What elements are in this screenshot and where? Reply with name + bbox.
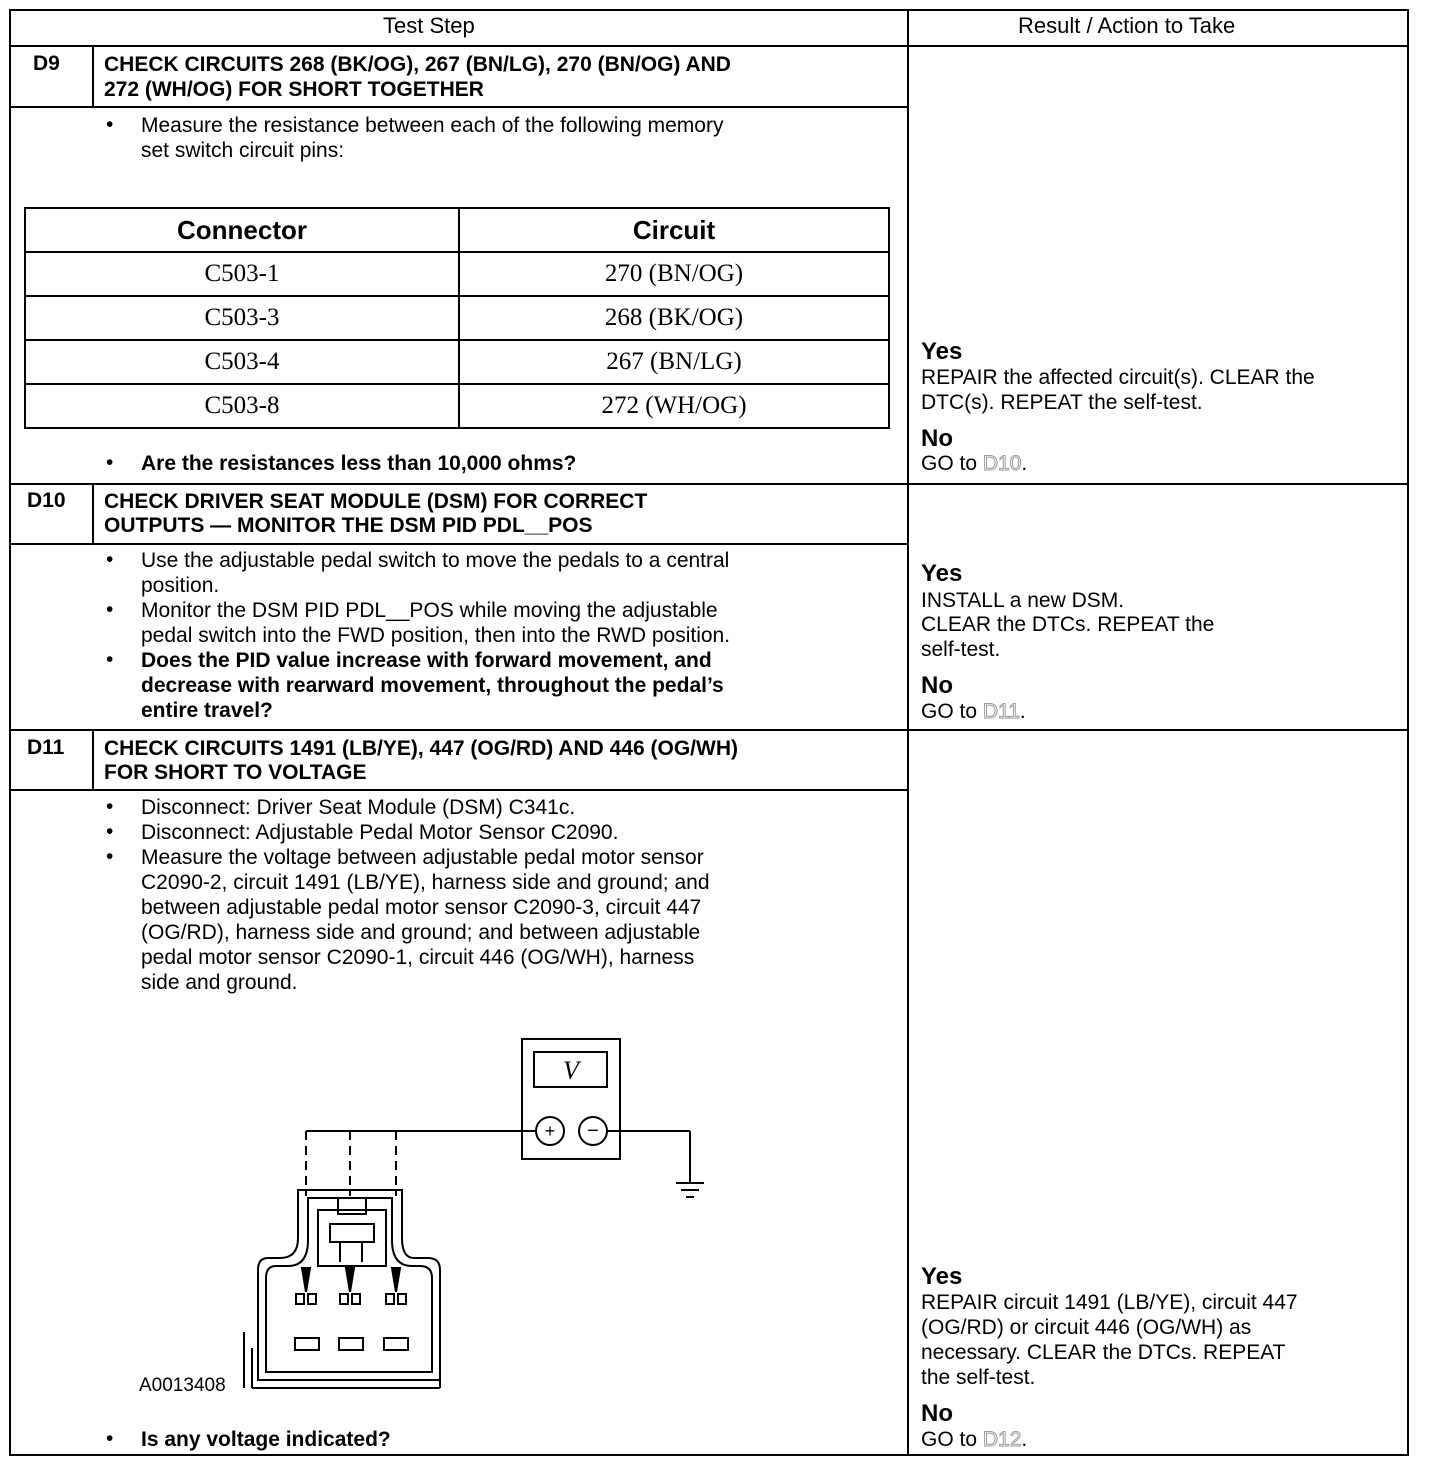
- period: .: [1019, 700, 1026, 723]
- plus-sign: +: [544, 1121, 556, 1141]
- circuit-cell: 267 (BN/LG): [459, 340, 889, 384]
- column-header-circuit: Circuit: [459, 208, 889, 252]
- table-row: [25, 252, 889, 296]
- connector-cell: C503-1: [25, 252, 459, 296]
- bullet-dot: •: [106, 1427, 114, 1450]
- d9-instruction-line2: set switch circuit pins:: [141, 139, 345, 162]
- row-divider-d10: [9, 483, 1409, 485]
- header-test-step: Test Step: [383, 13, 475, 38]
- column-header-connector: Connector: [25, 208, 459, 252]
- d10-instruction2-line1: Monitor the DSM PID PDL__POS while moving the adjustable: [141, 599, 718, 622]
- step-title-d9-line1: CHECK CIRCUITS 268 (BK/OG), 267 (BN/LG), 270 (BN/OG) AND: [104, 53, 731, 76]
- d11-yes-action-line2: (OG/RD) or circuit 446 (OG/WH) as: [921, 1316, 1252, 1339]
- d11-yes-action-line3: necessary. CLEAR the DTCs. REPEAT: [921, 1341, 1286, 1364]
- d10-question-line1: Does the PID value increase with forward movement, and: [141, 649, 712, 672]
- step-title-d11-line1: CHECK CIRCUITS 1491 (LB/YE), 447 (OG/RD) AND 446 (OG/WH): [104, 737, 738, 760]
- period: .: [1021, 1428, 1028, 1451]
- d10-instruction1-line1: Use the adjustable pedal switch to move the pedals to a central: [141, 549, 730, 572]
- step-title-d10-line2: OUTPUTS — MONITOR THE DSM PID PDL__POS: [104, 514, 593, 537]
- step-id-d11: D11: [27, 736, 65, 759]
- bullet-dot: •: [106, 451, 114, 474]
- d10-yes-action-line3: self-test.: [921, 638, 1001, 661]
- d11-instruction3-line1: Measure the voltage between adjustable pedal motor sensor: [141, 846, 704, 869]
- step-title-d11-line2: FOR SHORT TO VOLTAGE: [104, 761, 367, 784]
- table-row: [25, 340, 889, 384]
- bullet-dot: •: [106, 820, 114, 843]
- circuit-cell: 272 (WH/OG): [459, 384, 889, 428]
- meter-symbol: V: [563, 1056, 579, 1085]
- d11-yes-action-line4: the self-test.: [921, 1366, 1036, 1389]
- go-to-text: GO to: [921, 452, 983, 475]
- connector-icon: [244, 1190, 440, 1388]
- d9-question: Are the resistances less than 10,000 ohms?: [141, 452, 577, 475]
- ground-icon: [676, 1183, 704, 1197]
- d11-instruction1: Disconnect: Driver Seat Module (DSM) C341c.: [141, 796, 576, 819]
- figure-id: A0013408: [139, 1375, 226, 1396]
- d10-yes-label: Yes: [921, 560, 963, 587]
- bullet-dot: •: [106, 548, 114, 571]
- step-id-d10: D10: [27, 489, 66, 512]
- step-id-divider-d9: [92, 45, 94, 107]
- d9-no-action: [921, 451, 1027, 476]
- bullet-dot: •: [106, 648, 114, 671]
- d11-instruction3-line4: (OG/RD), harness side and ground; and between adjustable: [141, 921, 701, 944]
- d11-yes-label: Yes: [921, 1263, 963, 1290]
- row-divider-d11: [9, 729, 1409, 731]
- connector-circuit-table: [24, 207, 890, 429]
- d10-instruction1-line2: position.: [141, 574, 220, 597]
- step-id-d9: D9: [33, 52, 60, 75]
- d9-instruction-line1: Measure the resistance between each of the following memory: [141, 114, 724, 137]
- column-divider: [907, 9, 909, 1456]
- bullet-dot: •: [106, 795, 114, 818]
- step-id-divider-d11: [92, 729, 94, 790]
- d10-no-label: No: [921, 672, 953, 699]
- d9-yes-action-line2: DTC(s). REPEAT the self-test.: [921, 391, 1203, 414]
- d11-instruction3-line5: pedal motor sensor C2090-1, circuit 446 (OG/WH), harness: [141, 946, 695, 969]
- title-divider-d9: [9, 106, 909, 108]
- d9-yes-action-line1: REPAIR the affected circuit(s). CLEAR the: [921, 366, 1315, 389]
- connector-cell: C503-3: [25, 296, 459, 340]
- table-header-row: [25, 208, 889, 252]
- table-row: [25, 296, 889, 340]
- header-divider: [9, 45, 1409, 47]
- d10-no-action: [921, 699, 1026, 724]
- title-divider-d10: [9, 543, 909, 545]
- bullet-dot: •: [106, 598, 114, 621]
- step-title-d9-line2: 272 (WH/OG) FOR SHORT TOGETHER: [104, 78, 484, 101]
- d10-instruction2-line2: pedal switch into the FWD position, then into the RWD position.: [141, 624, 731, 647]
- circuit-cell: 268 (BK/OG): [459, 296, 889, 340]
- d11-yes-action-line1: REPAIR circuit 1491 (LB/YE), circuit 447: [921, 1291, 1298, 1314]
- d11-instruction3-line2: C2090-2, circuit 1491 (LB/YE), harness side and ground; and: [141, 871, 710, 894]
- d9-no-label: No: [921, 425, 953, 452]
- d10-question-line2: decrease with rearward movement, throughout the pedal’s: [141, 674, 724, 697]
- voltmeter-connector-diagram: [130, 1030, 730, 1400]
- connector-cell: C503-4: [25, 340, 459, 384]
- go-to-text: GO to: [921, 700, 983, 723]
- link-d10[interactable]: D10: [982, 452, 1022, 475]
- d11-question: Is any voltage indicated?: [141, 1428, 391, 1451]
- bullet-dot: •: [106, 113, 114, 136]
- link-d12[interactable]: D12: [982, 1428, 1022, 1451]
- d11-no-action: [921, 1427, 1027, 1452]
- circuit-cell: 270 (BN/OG): [459, 252, 889, 296]
- d11-instruction2: Disconnect: Adjustable Pedal Motor Sensor C2090.: [141, 821, 619, 844]
- d11-instruction3-line6: side and ground.: [141, 971, 298, 994]
- d10-yes-action-line2: CLEAR the DTCs. REPEAT the: [921, 613, 1215, 636]
- d10-yes-action-line1: INSTALL a new DSM.: [921, 589, 1125, 612]
- title-divider-d11: [9, 789, 909, 791]
- d10-question-line3: entire travel?: [141, 699, 273, 722]
- table-row: [25, 384, 889, 428]
- period: .: [1021, 452, 1028, 475]
- link-d11[interactable]: D11: [982, 700, 1020, 723]
- minus-sign: −: [587, 1120, 599, 1142]
- connector-cell: C503-8: [25, 384, 459, 428]
- header-result-action: Result / Action to Take: [1018, 13, 1236, 38]
- step-id-divider-d10: [92, 483, 94, 544]
- d11-instruction3-line3: between adjustable pedal motor sensor C2090-3, circuit 447: [141, 896, 702, 919]
- step-title-d10-line1: CHECK DRIVER SEAT MODULE (DSM) FOR CORRECT: [104, 490, 648, 513]
- go-to-text: GO to: [921, 1428, 983, 1451]
- bullet-dot: •: [106, 845, 114, 868]
- d9-yes-label: Yes: [921, 338, 963, 365]
- d11-no-label: No: [921, 1400, 953, 1427]
